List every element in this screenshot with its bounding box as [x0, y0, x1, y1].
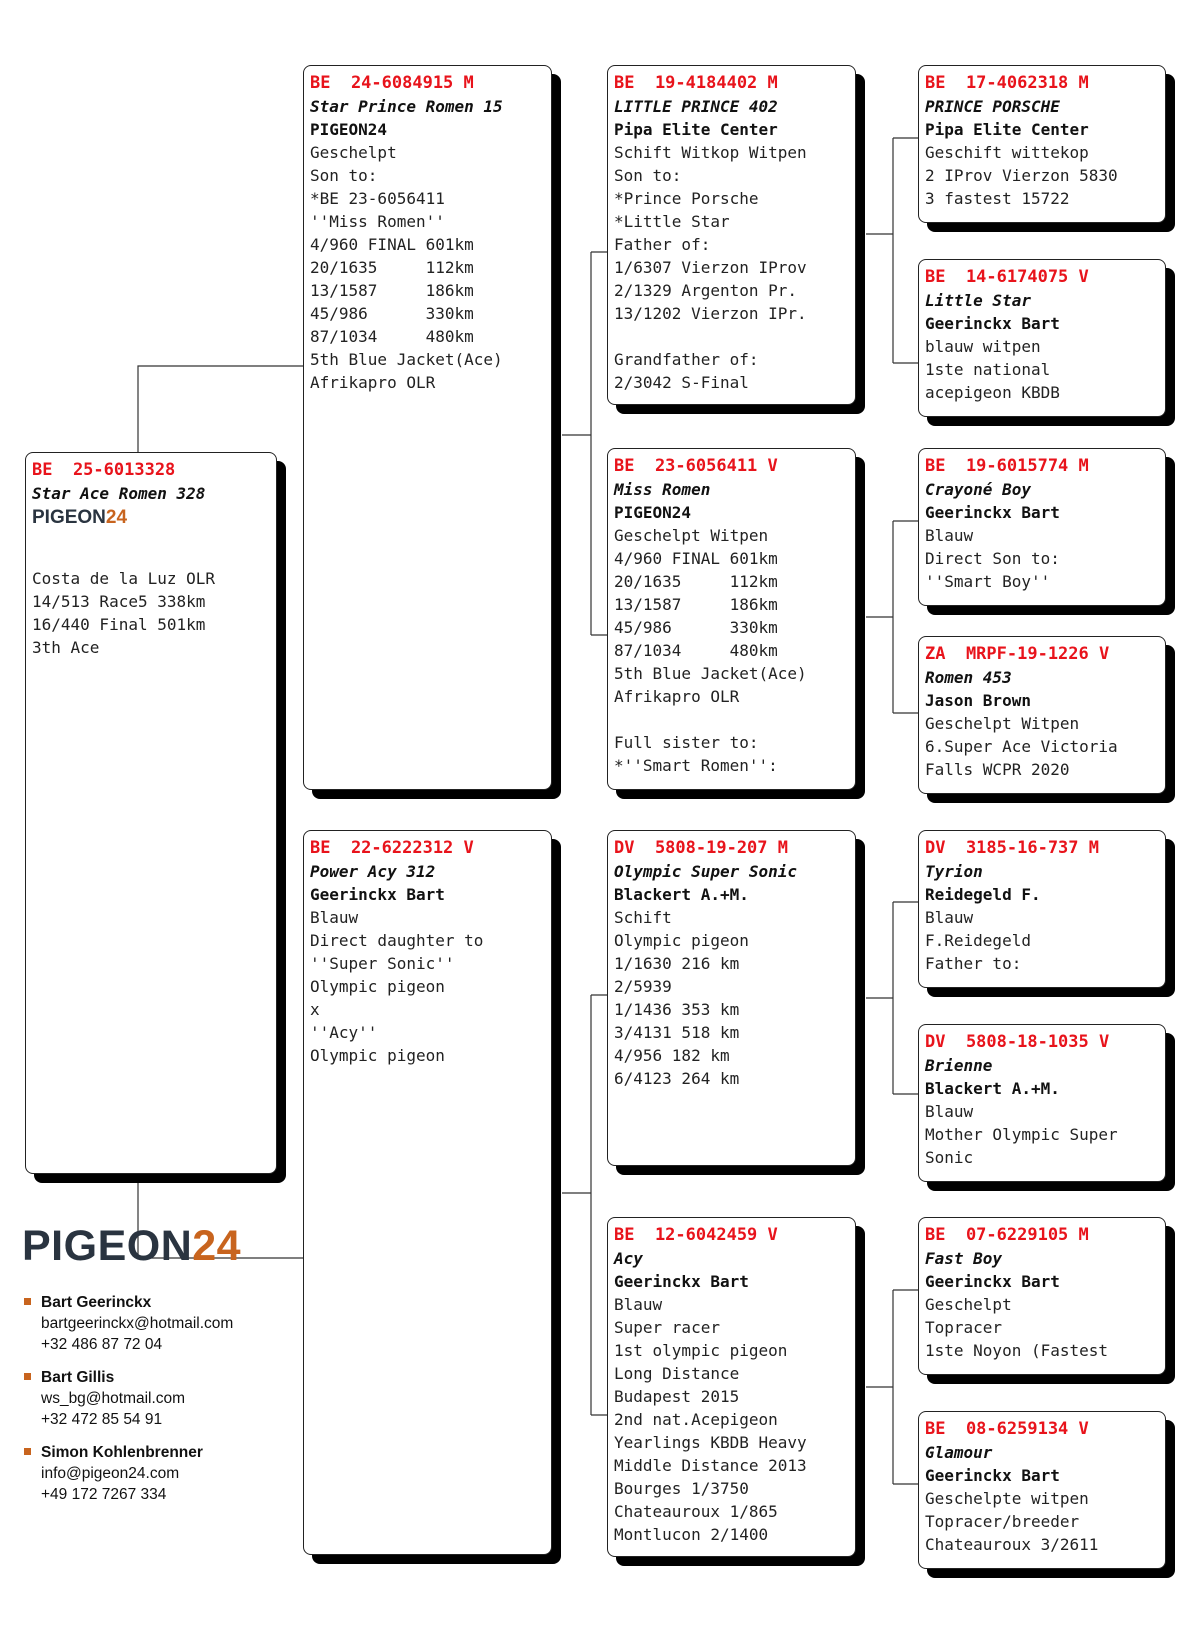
detail-line: Afrikapro OLR	[310, 373, 436, 392]
detail-line: Sonic	[925, 1148, 974, 1167]
ss-dam-details	[925, 335, 1159, 404]
bullet-icon	[24, 1298, 31, 1305]
detail-line: 6.Super Ace Victoria	[925, 737, 1118, 756]
detail-line: 1/1436 353 km	[614, 1000, 740, 1019]
detail-line	[614, 708, 849, 731]
dam-sire-name: Olympic Super Sonic	[614, 862, 798, 881]
sire-details	[310, 141, 545, 394]
dd-dam-details	[925, 1487, 1159, 1556]
detail-line: Topracer/breeder	[925, 1512, 1080, 1531]
detail-line: Topracer	[925, 1318, 1003, 1337]
bullet-icon	[24, 1373, 31, 1380]
detail-line: Full sister to:	[614, 733, 759, 752]
detail-line: Falls WCPR 2020	[925, 760, 1070, 779]
detail-line: 87/1034 480km	[614, 641, 778, 660]
dd-sire-details	[925, 1293, 1159, 1362]
sd-sire-details	[925, 524, 1159, 593]
ss-dam-name: Little Star	[925, 291, 1031, 310]
ss-dam-card[interactable]	[918, 259, 1166, 417]
detail-line: 2/3042 S-Final	[614, 373, 749, 392]
contact-name: Simon Kohlenbrenner	[41, 1444, 203, 1461]
detail-line: 2nd nat.Acepigeon	[614, 1410, 778, 1429]
dd-sire-name: Fast Boy	[925, 1249, 1003, 1268]
detail-line: x	[310, 1000, 320, 1019]
subject-card[interactable]	[25, 452, 277, 1174]
sire-sire-ring-number: BE 19-4184402 M	[614, 73, 778, 93]
detail-line: 2/5939	[614, 977, 672, 996]
sire-name: Star Prince Romen 15	[310, 97, 503, 116]
detail-line	[32, 544, 270, 567]
detail-line: Super racer	[614, 1318, 720, 1337]
detail-line: Father to:	[925, 954, 1022, 973]
ss-sire-details	[925, 141, 1159, 210]
detail-line: Schift Witkop Witpen	[614, 143, 807, 162]
ss-dam-owner: Geerinckx Bart	[925, 314, 1060, 333]
detail-line: *''Smart Romen'':	[614, 756, 778, 775]
detail-line: 6/4123 264 km	[614, 1069, 740, 1088]
contact-block	[26, 1367, 185, 1430]
ds-dam-ring-number: DV 5808-18-1035 V	[925, 1032, 1110, 1052]
sire-dam-owner: PIGEON24	[614, 503, 692, 522]
dd-dam-card[interactable]	[918, 1411, 1166, 1569]
detail-line: Olympic pigeon	[310, 977, 445, 996]
dam-card[interactable]	[303, 830, 552, 1555]
sd-sire-name: Crayoné Boy	[925, 480, 1031, 499]
bullet-icon	[24, 1448, 31, 1455]
detail-line: Grandfather of:	[614, 350, 759, 369]
detail-line: Montlucon 2/1400	[614, 1525, 769, 1544]
ds-dam-name: Brienne	[925, 1056, 993, 1075]
contact-block	[26, 1442, 203, 1505]
sd-sire-ring-number: BE 19-6015774 M	[925, 456, 1089, 476]
detail-line	[614, 325, 849, 348]
ss-sire-ring-number: BE 17-4062318 M	[925, 73, 1089, 93]
sire-dam-details	[614, 524, 849, 777]
dam-details	[310, 906, 545, 1067]
detail-line: 20/1635 112km	[310, 258, 474, 277]
detail-line: *Little Star	[614, 212, 730, 231]
ds-dam-owner: Blackert A.+M.	[925, 1079, 1060, 1098]
sire-sire-details	[614, 141, 849, 394]
contact-phone[interactable]: +49 172 7267 334	[41, 1486, 167, 1503]
contact-name: Bart Gillis	[41, 1369, 115, 1386]
dam-dam-name: Acy	[614, 1249, 643, 1268]
sd-dam-owner: Jason Brown	[925, 691, 1031, 710]
dam-sire-card[interactable]	[607, 830, 856, 1166]
detail-line: Middle Distance 2013	[614, 1456, 807, 1475]
dd-sire-card[interactable]	[918, 1217, 1166, 1375]
detail-line: Geschelpt Witpen	[925, 714, 1080, 733]
sire-card[interactable]	[303, 65, 552, 790]
dd-dam-owner: Geerinckx Bart	[925, 1466, 1060, 1485]
detail-line: 13/1587 186km	[614, 595, 778, 614]
detail-line: Geschelpt Witpen	[614, 526, 769, 545]
detail-line: Geschelpt	[310, 143, 397, 162]
detail-line: 2/1329 Argenton Pr.	[614, 281, 798, 300]
detail-line: ''Miss Romen''	[310, 212, 445, 231]
detail-line: blauw witpen	[925, 337, 1041, 356]
detail-line: 1/1630 216 km	[614, 954, 740, 973]
contact-phone[interactable]: +32 486 87 72 04	[41, 1336, 163, 1353]
detail-line: 45/986 330km	[310, 304, 474, 323]
contact-email[interactable]: bartgeerinckx@hotmail.com	[41, 1315, 234, 1332]
detail-line: 1ste national	[925, 360, 1051, 379]
detail-line: 16/440 Final 501km	[32, 615, 206, 634]
detail-line: Son to:	[310, 166, 378, 185]
detail-line: Chateauroux 3/2611	[925, 1535, 1099, 1554]
detail-line: Olympic pigeon	[614, 931, 749, 950]
dam-dam-card[interactable]	[607, 1217, 856, 1557]
detail-line: Long Distance	[614, 1364, 740, 1383]
detail-line: 13/1587 186km	[310, 281, 474, 300]
detail-line: 1/6307 Vierzon IProv	[614, 258, 807, 277]
dd-dam-ring-number: BE 08-6259134 V	[925, 1419, 1089, 1439]
detail-line: Blauw	[614, 1295, 663, 1314]
dam-dam-ring-number: BE 12-6042459 V	[614, 1225, 778, 1245]
detail-line: 5th Blue Jacket(Ace)	[310, 350, 503, 369]
detail-line: ''Acy''	[310, 1023, 378, 1042]
contact-email[interactable]: ws_bg@hotmail.com	[41, 1390, 186, 1407]
pigeon24-logo: PIGEON24	[22, 1222, 242, 1270]
contact-block	[26, 1292, 233, 1355]
sire-sire-card[interactable]	[607, 65, 856, 405]
sd-dam-name: Romen 453	[925, 668, 1012, 687]
dd-dam-name: Glamour	[925, 1443, 993, 1462]
detail-line: Son to:	[614, 166, 682, 185]
detail-line: 4/956 182 km	[614, 1046, 730, 1065]
detail-line: Yearlings KBDB Heavy	[614, 1433, 807, 1452]
sd-sire-card[interactable]	[918, 448, 1166, 606]
sire-sire-owner: Pipa Elite Center	[614, 120, 778, 139]
detail-line: 5th Blue Jacket(Ace)	[614, 664, 807, 683]
detail-line: 1st olympic pigeon	[614, 1341, 788, 1360]
sd-dam-card[interactable]	[918, 636, 1166, 794]
subject-details	[32, 544, 270, 659]
detail-line: Direct Son to:	[925, 549, 1060, 568]
ss-sire-owner: Pipa Elite Center	[925, 120, 1089, 139]
dam-sire-owner: Blackert A.+M.	[614, 885, 749, 904]
detail-line: Blauw	[925, 526, 974, 545]
dam-name: Power Acy 312	[310, 862, 436, 881]
detail-line: 4/960 FINAL 601km	[614, 549, 778, 568]
detail-line: Blauw	[310, 908, 359, 927]
ds-sire-card[interactable]	[918, 830, 1166, 988]
sire-ring-number: BE 24-6084915 M	[310, 73, 474, 93]
detail-line: 3th Ace	[32, 638, 100, 657]
sd-dam-details	[925, 712, 1159, 781]
detail-line: Chateauroux 1/865	[614, 1502, 778, 1521]
detail-line: 4/960 FINAL 601km	[310, 235, 474, 254]
detail-line: Mother Olympic Super	[925, 1125, 1118, 1144]
contact-email[interactable]: info@pigeon24.com	[41, 1465, 180, 1482]
detail-line: Costa de la Luz OLR	[32, 569, 216, 588]
dam-sire-details	[614, 906, 849, 1090]
detail-line: acepigeon KBDB	[925, 383, 1060, 402]
subject-brand: PIGEON24	[32, 507, 128, 528]
detail-line: 14/513 Race5 338km	[32, 592, 206, 611]
ds-sire-name: Tyrion	[925, 862, 983, 881]
detail-line: Blauw	[925, 908, 974, 927]
dd-sire-owner: Geerinckx Bart	[925, 1272, 1060, 1291]
detail-line: 3 fastest 15722	[925, 189, 1070, 208]
contact-name: Bart Geerinckx	[41, 1294, 152, 1311]
detail-line: Geschelpte witpen	[925, 1489, 1089, 1508]
detail-line: *Prince Porsche	[614, 189, 759, 208]
dam-dam-owner: Geerinckx Bart	[614, 1272, 749, 1291]
detail-line: Geschift wittekop	[925, 143, 1089, 162]
detail-line: ''Smart Boy''	[925, 572, 1051, 591]
ss-dam-ring-number: BE 14-6174075 V	[925, 267, 1089, 287]
dd-sire-ring-number: BE 07-6229105 M	[925, 1225, 1089, 1245]
dam-dam-details	[614, 1293, 849, 1546]
contact-phone[interactable]: +32 472 85 54 91	[41, 1411, 163, 1428]
subject-ring-number: BE 25-6013328	[32, 460, 176, 480]
detail-line: 20/1635 112km	[614, 572, 778, 591]
detail-line: Direct daughter to	[310, 931, 484, 950]
detail-line: 13/1202 Vierzon IPr.	[614, 304, 807, 323]
dam-owner: Geerinckx Bart	[310, 885, 445, 904]
sire-sire-name: LITTLE PRINCE 402	[614, 97, 778, 116]
ss-sire-name: PRINCE PORSCHE	[925, 97, 1060, 116]
sd-sire-owner: Geerinckx Bart	[925, 503, 1060, 522]
dam-ring-number: BE 22-6222312 V	[310, 838, 474, 858]
ds-dam-details	[925, 1100, 1159, 1169]
dam-sire-ring-number: DV 5808-19-207 M	[614, 838, 788, 858]
detail-line: ''Super Sonic''	[310, 954, 455, 973]
detail-line: 2 IProv Vierzon 5830	[925, 166, 1118, 185]
sire-owner: PIGEON24	[310, 120, 388, 139]
detail-line: Schift	[614, 908, 672, 927]
ss-sire-card[interactable]	[918, 65, 1166, 223]
ds-sire-owner: Reidegeld F.	[925, 885, 1041, 904]
detail-line: 45/986 330km	[614, 618, 778, 637]
sire-dam-name: Miss Romen	[614, 480, 711, 499]
detail-line: Budapest 2015	[614, 1387, 740, 1406]
sire-dam-ring-number: BE 23-6056411 V	[614, 456, 778, 476]
detail-line: Geschelpt	[925, 1295, 1012, 1314]
detail-line: *BE 23-6056411	[310, 189, 445, 208]
ds-sire-details	[925, 906, 1159, 975]
detail-line: Afrikapro OLR	[614, 687, 740, 706]
detail-line: Bourges 1/3750	[614, 1479, 749, 1498]
detail-line: Father of:	[614, 235, 711, 254]
detail-line: F.Reidegeld	[925, 931, 1031, 950]
detail-line: Olympic pigeon	[310, 1046, 445, 1065]
detail-line: Blauw	[925, 1102, 974, 1121]
detail-line: 87/1034 480km	[310, 327, 474, 346]
detail-line: 1ste Noyon (Fastest	[925, 1341, 1109, 1360]
sd-dam-ring-number: ZA MRPF-19-1226 V	[925, 644, 1110, 664]
detail-line: 3/4131 518 km	[614, 1023, 740, 1042]
subject-name: Star Ace Romen 328	[32, 484, 206, 503]
ds-dam-card[interactable]	[918, 1024, 1166, 1182]
ds-sire-ring-number: DV 3185-16-737 M	[925, 838, 1099, 858]
sire-dam-card[interactable]	[607, 448, 856, 790]
